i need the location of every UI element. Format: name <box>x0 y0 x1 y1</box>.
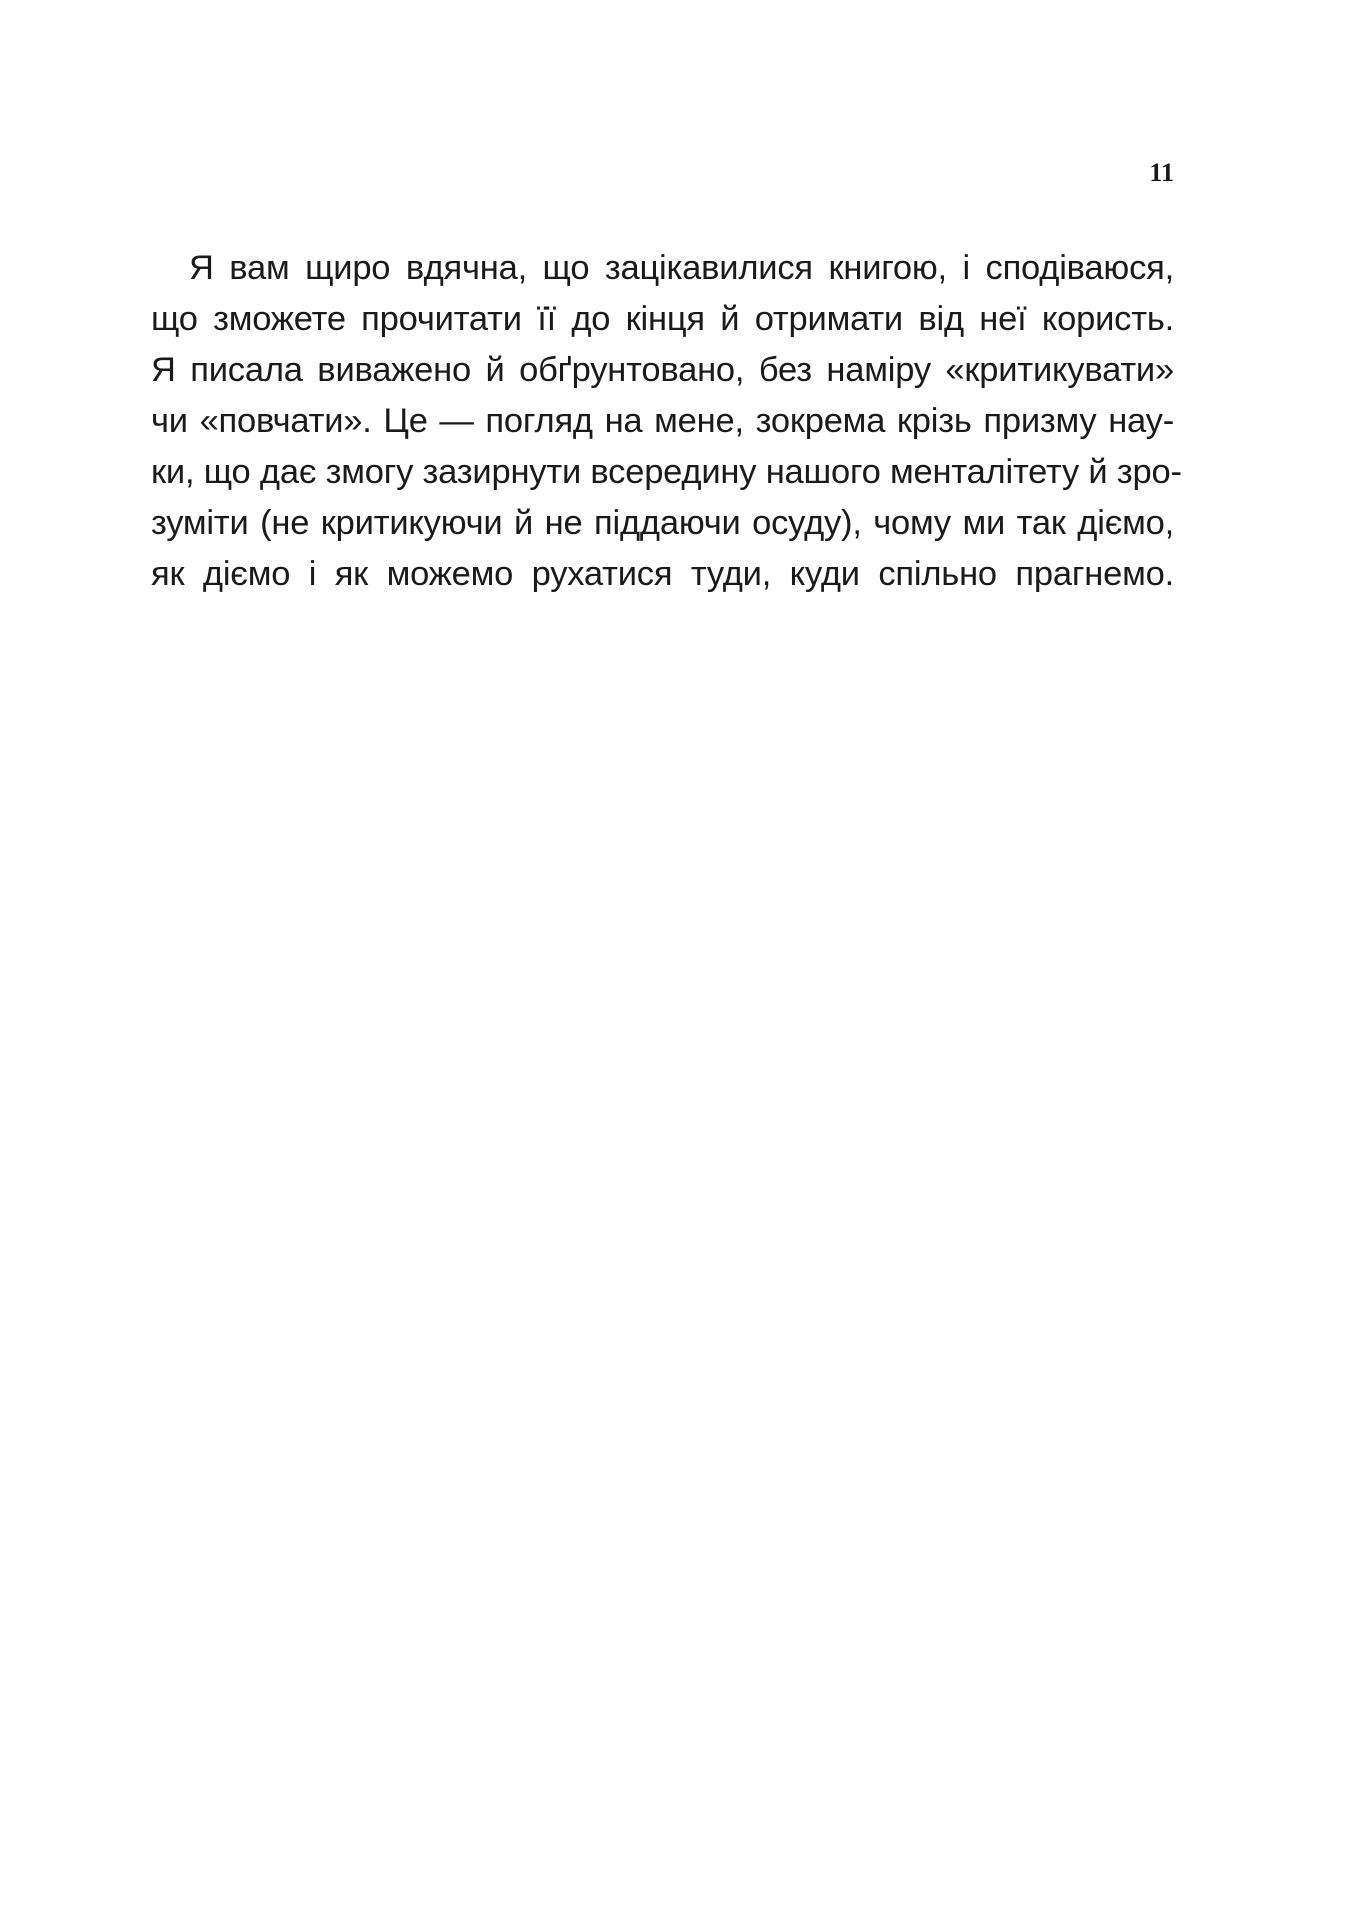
paragraph-line: зуміти (не критикуючи й не піддаючи осуду), чому ми так діємо, <box>151 504 1174 542</box>
page-number: 11 <box>1149 158 1174 187</box>
paragraph-line: Я писала виважено й обґрунтовано, без наміру «критикувати» <box>151 351 1174 389</box>
body-paragraph <box>151 243 1182 600</box>
paragraph-line: чи «повчати». Це — погляд на мене, зокрема крізь призму нау- <box>151 402 1174 440</box>
paragraph-line: що зможете прочитати її до кінця й отримати від неї користь. <box>151 300 1174 338</box>
paragraph-line: ки, що дає змогу зазирнути всередину нашого менталітету й зро- <box>151 453 1182 491</box>
paragraph-line: Я вам щиро вдячна, що зацікавилися книгою, і сподіваюся, <box>189 249 1174 287</box>
paragraph-line: як діємо і як можемо рухатися туди, куди спільно прагнемо. <box>151 555 1174 593</box>
